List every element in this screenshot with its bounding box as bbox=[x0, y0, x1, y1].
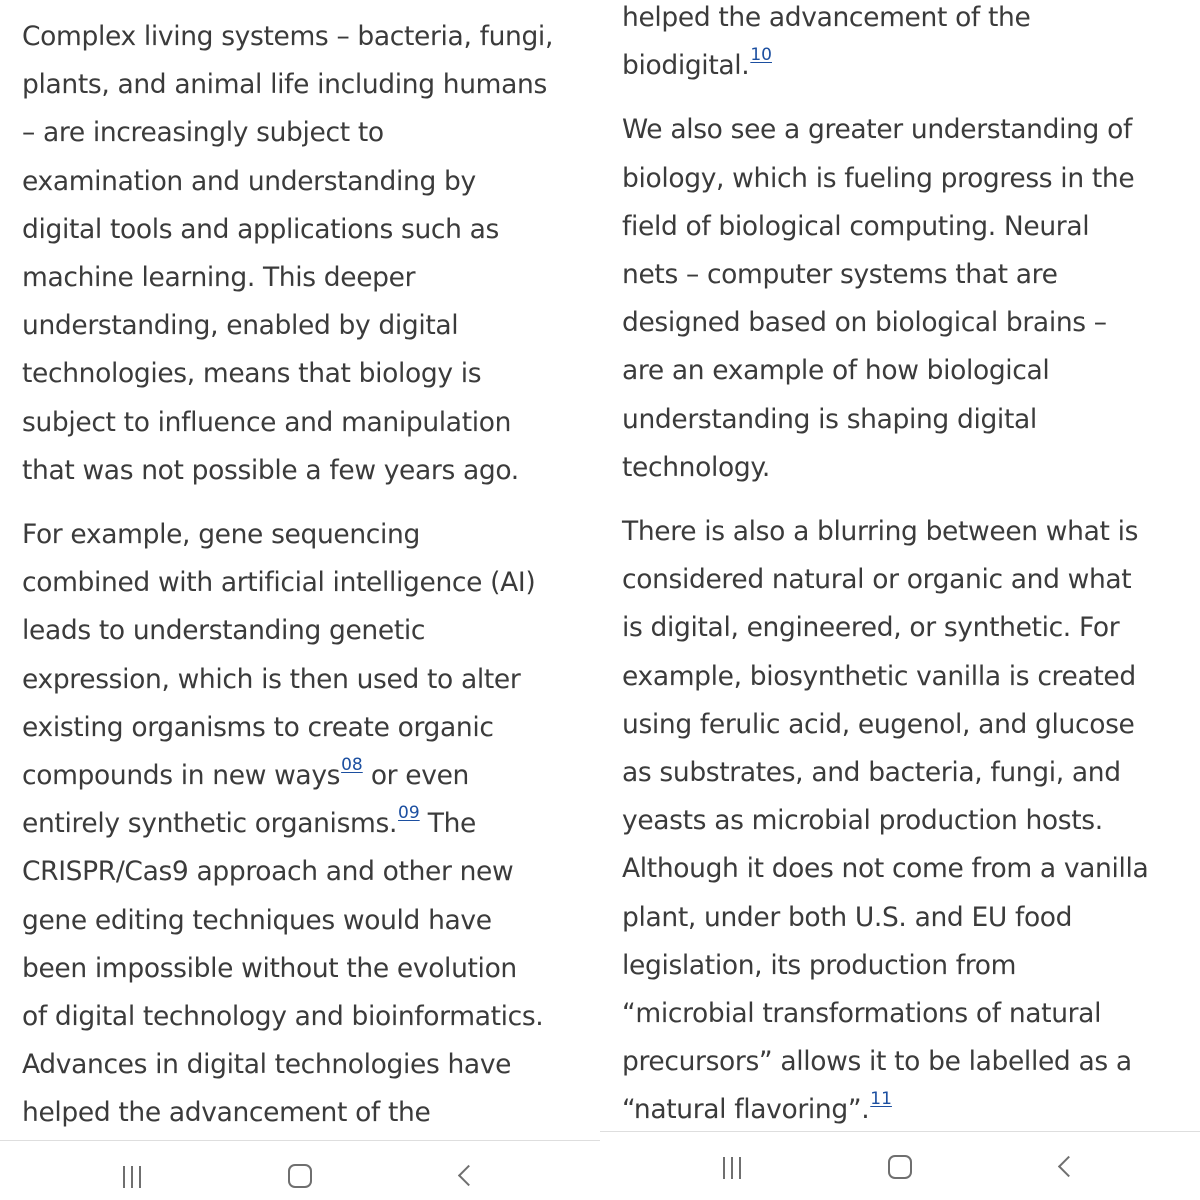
text-line bbox=[22, 752, 592, 800]
text-line: helped the advancement of the bbox=[622, 2, 1031, 33]
text-line: technologies, means that biology is bbox=[22, 358, 482, 390]
text-line: existing organisms to create organic bbox=[22, 711, 494, 743]
text-line: examination and understanding by bbox=[22, 165, 476, 197]
text-line: precursors” allows it to be labelled as a bbox=[622, 1046, 1132, 1078]
text-line: is digital, engineered, or synthetic. For bbox=[622, 612, 1120, 644]
text-line: nets – computer systems that are bbox=[622, 259, 1058, 291]
text-line: biology, which is fueling progress in the bbox=[622, 162, 1135, 194]
text-line: digital tools and applications such as bbox=[22, 213, 500, 245]
text-line: Complex living systems – bacteria, fungi, bbox=[22, 21, 554, 52]
navigation-bar bbox=[0, 1140, 600, 1200]
text-line: We also see a greater understanding of bbox=[622, 114, 1132, 146]
paragraph bbox=[622, 508, 1192, 1135]
footnote-link-08[interactable]: 08 bbox=[341, 755, 363, 776]
recent-apps-button[interactable] bbox=[87, 1141, 177, 1200]
home-icon bbox=[288, 1164, 312, 1188]
footnote-link-09[interactable]: 09 bbox=[398, 803, 420, 824]
text-line: Advances in digital technologies have bbox=[22, 1049, 512, 1081]
text-line: legislation, its production from bbox=[622, 949, 1017, 981]
text-line: CRISPR/Cas9 approach and other new bbox=[22, 856, 514, 888]
text-line: For example, gene sequencing bbox=[22, 519, 420, 551]
paragraph bbox=[622, 106, 1192, 492]
paragraph bbox=[22, 13, 592, 495]
text-line: plants, and animal life including humans bbox=[22, 69, 547, 101]
text-line: Although it does not come from a vanilla bbox=[622, 853, 1149, 885]
text-line: example, biosynthetic vanilla is created bbox=[622, 660, 1136, 692]
recent-apps-icon bbox=[122, 1166, 142, 1188]
text-line: designed based on biological brains – bbox=[622, 307, 1107, 339]
text-line: as substrates, and bacteria, fungi, and bbox=[622, 757, 1121, 789]
recent-apps-button[interactable] bbox=[687, 1132, 777, 1198]
text-line: that was not possible a few years ago. bbox=[22, 454, 519, 486]
text-line: plant, under both U.S. and EU food bbox=[622, 901, 1073, 933]
text-line: helped the advancement of the bbox=[22, 1097, 431, 1129]
text-line: been impossible without the evolution bbox=[22, 952, 517, 984]
right-screenshot bbox=[600, 0, 1200, 1200]
text-line: are an example of how biological bbox=[622, 355, 1050, 387]
text-segment: biodigital. bbox=[622, 50, 750, 82]
paragraph bbox=[22, 511, 592, 1138]
text-segment: The bbox=[419, 808, 476, 840]
text-line bbox=[622, 42, 1192, 90]
text-line: technology. bbox=[622, 451, 770, 483]
text-segment: entirely synthetic organisms. bbox=[22, 808, 398, 840]
back-icon bbox=[458, 1165, 479, 1186]
text-line: leads to understanding genetic bbox=[22, 615, 426, 647]
back-button[interactable] bbox=[423, 1141, 513, 1200]
home-button[interactable] bbox=[855, 1132, 945, 1198]
text-line: understanding is shaping digital bbox=[622, 403, 1037, 435]
text-line: combined with artificial intelligence (AI) bbox=[22, 567, 536, 599]
navigation-bar bbox=[600, 1131, 1200, 1198]
back-button[interactable] bbox=[1023, 1132, 1113, 1198]
text-line: “microbial transformations of natural bbox=[622, 998, 1102, 1030]
recent-apps-icon bbox=[722, 1157, 742, 1179]
text-line: considered natural or organic and what bbox=[622, 564, 1132, 596]
text-line: machine learning. This deeper bbox=[22, 262, 416, 294]
home-button[interactable] bbox=[255, 1141, 345, 1200]
text-line: gene editing techniques would have bbox=[22, 904, 492, 936]
text-line: field of biological computing. Neural bbox=[622, 210, 1090, 242]
article-body bbox=[622, 0, 1192, 1135]
text-line: expression, which is then used to alter bbox=[22, 663, 521, 695]
text-line: There is also a blurring between what is bbox=[622, 516, 1139, 548]
text-line: – are increasingly subject to bbox=[22, 117, 384, 149]
text-line: of digital technology and bioinformatics. bbox=[22, 1001, 544, 1033]
text-line bbox=[22, 800, 592, 848]
footnote-link-11[interactable]: 11 bbox=[870, 1089, 892, 1110]
text-line bbox=[622, 1086, 1192, 1134]
footnote-link-10[interactable]: 10 bbox=[750, 45, 772, 66]
text-line: yeasts as microbial production hosts. bbox=[622, 805, 1103, 837]
text-line: using ferulic acid, eugenol, and glucose bbox=[622, 708, 1135, 740]
text-line: understanding, enabled by digital bbox=[22, 310, 459, 342]
home-icon bbox=[888, 1155, 912, 1179]
back-icon bbox=[1058, 1156, 1079, 1177]
article-body bbox=[22, 13, 592, 1138]
text-segment: “natural flavoring”. bbox=[622, 1094, 870, 1126]
text-segment: or even bbox=[362, 760, 469, 792]
text-line: subject to influence and manipulation bbox=[22, 406, 512, 438]
paragraph bbox=[622, 0, 1192, 90]
text-segment: compounds in new ways bbox=[22, 760, 341, 792]
